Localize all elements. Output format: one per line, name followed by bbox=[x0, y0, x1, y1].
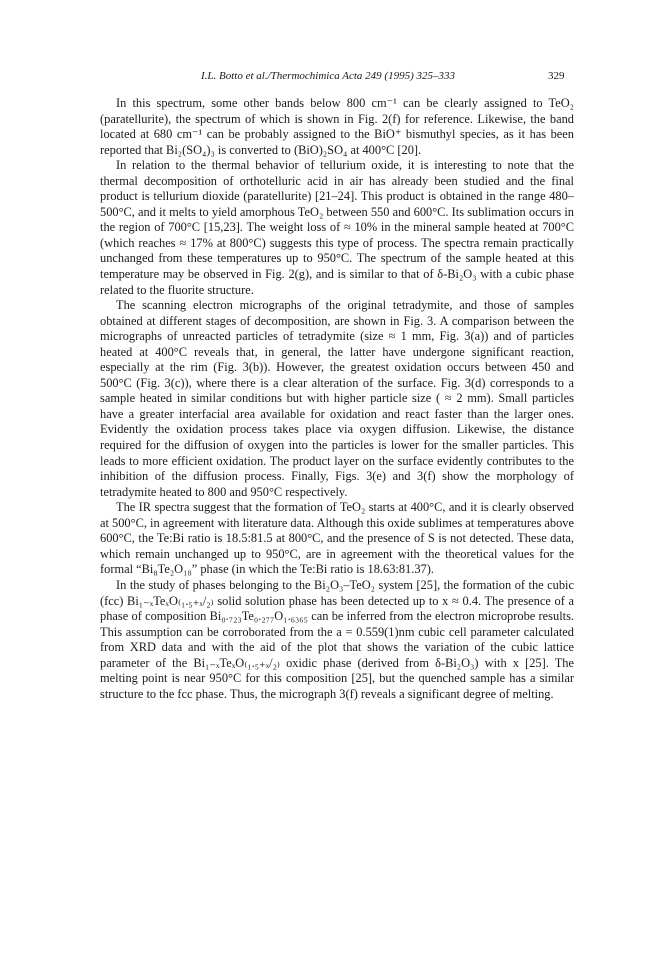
paragraph-ir-spectra: The IR spectra suggest that the formation of TeO₂ starts at 400°C, and it is clearly observed at 500°C, in agreement with literature data. Although this oxide sublimes at temperatures above 600°C, the Te:Bi ratio is 18.5:81.5 at 800°C, and the presence of S is not detected. These data, which remain unchanged up to 950°C, are in agreement with the theoretical values for the formal “Bi₈Te₂O₁₈” phase (in which the Te:Bi ratio is 18.63:81.37). bbox=[100, 500, 574, 577]
paragraph-sem-micrographs: The scanning electron micrographs of the original tetradymite, and those of samples obtained at different stages of decomposition, are shown in Fig. 3. A comparison between the micrographs of unreacted particles of tetradymite (size ≈ 1 mm, Fig. 3(a)) and of particles heated at 400°C reveals that, in general, the latter have undergone significant reaction, especially at the rim (Fig. 3(b)). However, the greatest oxidation occurs between 450 and 500°C (Fig. 3(c)), where there is a clear alteration of the surface. Fig. 3(d) corresponds to a sample heated in similar conditions but with higher particle size ( ≈ 2 mm). Small particles have a greater interfacial area available for oxidation and react faster than the larger ones. Evidently the oxidation process takes place via oxygen diffusion. Likewise, the distance required for the diffusion of oxygen into the particles is lower for the smaller particles. This leads to more efficient oxidation. The product layer on the surface evidently contributes to the inhibition of the diffusion process. Finally, Figs. 3(e) and 3(f) show the morphology of tetradymite heated to 800 and 950°C respectively. bbox=[100, 298, 574, 499]
paragraph-bi2o3-teo2-system: In the study of phases belonging to the Bi₂O₃–TeO₂ system [25], the formation of the cubic (fcc) Bi₁₋ₓTeₓO₍₁.₅₊ₓ/₂₎ solid solution phase has been detected up to x ≈ 0.4. The presence of a phase of composition Bi₀.₇₂₃Te₀.₂₇₇O₁.₆₃₆₅ can be inferred from the electron microprobe results. This assumption can be corroborated from the a = 0.559(1)nm cubic cell parameter calculated from XRD data and with the aid of the plot that shows the variation of the cubic lattice parameter of the Bi₁₋ₓTeₓO₍₁.₅₊ₓ/₂₎ oxidic phase (derived from δ-Bi₂O₃) with x [25]. The melting point is near 950°C for this composition [25], but the quenched sample has a similar structure to the fcc phase. Thus, the micrograph 3(f) reveals a significant degree of melting. bbox=[100, 577, 574, 701]
running-head: I.L. Botto et al./Thermochimica Acta 249 (1995) 325–333 bbox=[201, 70, 455, 82]
body-text bbox=[100, 96, 574, 702]
paragraph-tellurium-oxide-thermal-behavior: In relation to the thermal behavior of tellurium oxide, it is interesting to note that the thermal decomposition of orthotelluric acid in air has already been studied and the final product is tellurium dioxide (paratellurite) [21–24]. This product is obtained in the range 480–500°C, and it melts to yield amorphous TeO₂ between 550 and 600°C. Its sublimation occurs in the region of 700°C [15,23]. The weight loss of ≈ 10% in the mineral sample heated at 700°C (which reaches ≈ 17% at 800°C) suggests this type of process. The spectra remain practically unchanged from these temperatures up to 950°C. The spectrum of the sample heated at this temperature may be observed in Fig. 2(g), and is similar to that of δ-Bi₂O₃ with a cubic phase related to the fluorite structure. bbox=[100, 158, 574, 297]
page-number: 329 bbox=[548, 70, 565, 82]
paragraph-raman-bands: In this spectrum, some other bands below 800 cm⁻¹ can be clearly assigned to TeO₂ (paratellurite), the spectrum of which is shown in Fig. 2(f) for reference. Likewise, the band located at 680 cm⁻¹ can be probably assigned to the BiO⁺ bismuthyl species, as it has been reported that Bi₂(SO₄)₃ is converted to (BiO)₂SO₄ at 400°C [20]. bbox=[100, 96, 574, 157]
